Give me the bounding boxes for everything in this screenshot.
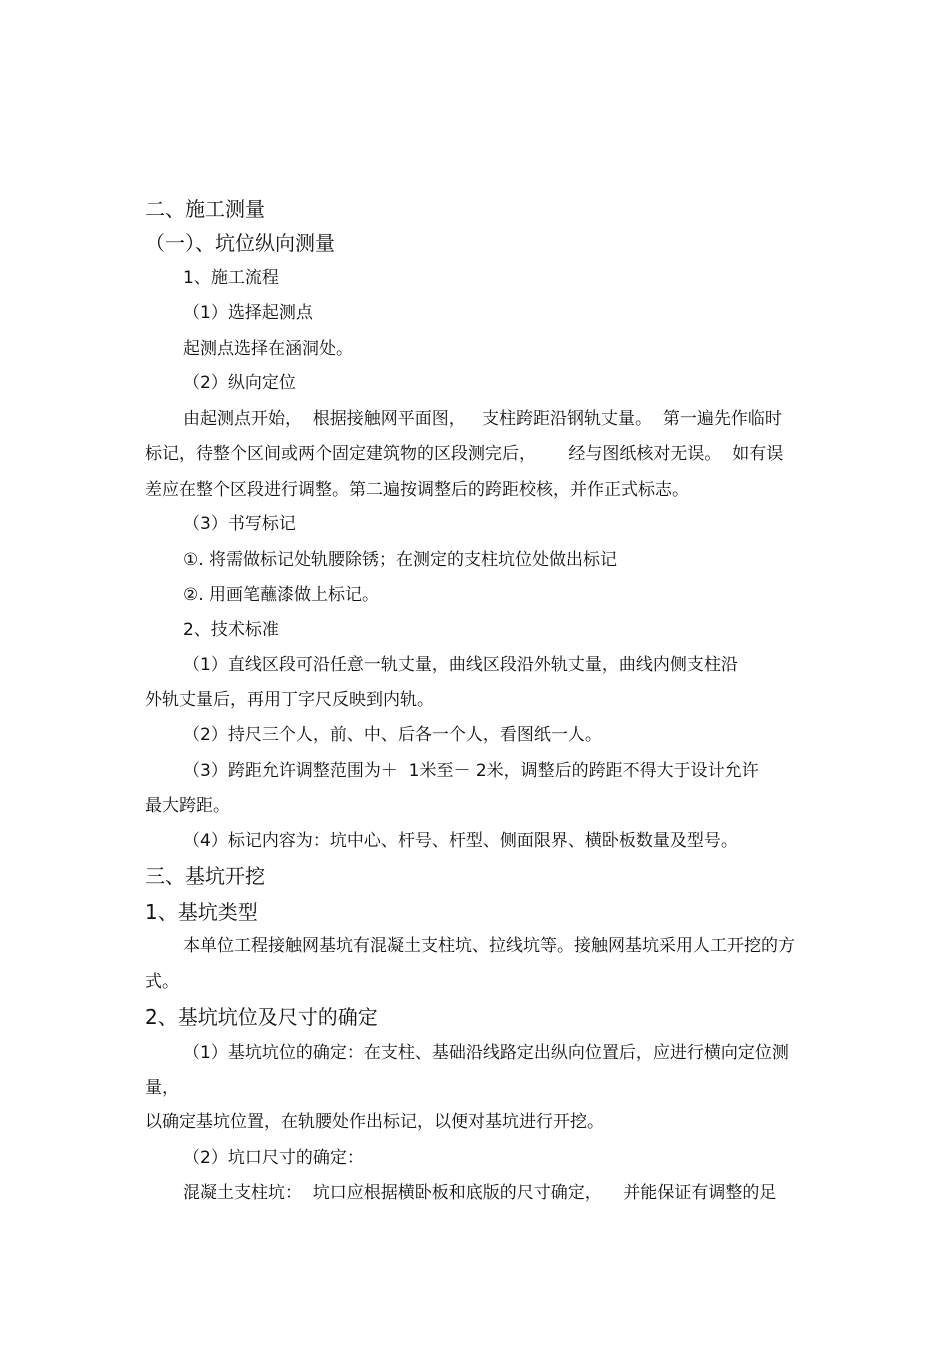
heading-pit-position-size: 2、基坑坑位及尺寸的确定	[145, 1005, 378, 1029]
paragraph-line: 外轨丈量后，再用丁字尺反映到内轨。	[145, 690, 434, 710]
item-write-marks: （3）书写标记	[183, 514, 296, 534]
paragraph-line: ①. 将需做标记处轨腰除锈；在测定的支柱坑位处做出标记	[183, 550, 618, 570]
paragraph-line: 本单位工程接触网基坑有混凝土支柱坑、拉线坑等。接触网基坑采用人工开挖的方	[183, 936, 795, 956]
heading-construction-process: 1、施工流程	[183, 268, 279, 288]
paragraph-line: 以确定基坑位置，在轨腰处作出标记，以便对基坑进行开挖。	[145, 1112, 604, 1132]
paragraph-line: （1）基坑坑位的确定：在支柱、基础沿线路定出纵向位置后，应进行横向定位测	[183, 1043, 789, 1063]
paragraph-line: （4）标记内容为：坑中心、杆号、杆型、侧面限界、横卧板数量及型号。	[183, 831, 738, 851]
section-heading-excavation: 三、基坑开挖	[145, 864, 265, 888]
subsection-heading-longitudinal-survey: （一）、坑位纵向测量	[145, 231, 335, 255]
paragraph-line: 式。	[145, 972, 179, 992]
item-pit-opening-size: （2）坑口尺寸的确定：	[183, 1148, 364, 1168]
heading-pit-types: 1、基坑类型	[145, 900, 258, 924]
paragraph-line: 起测点选择在涵洞处。	[183, 339, 353, 359]
paragraph-line: 量，	[145, 1078, 179, 1098]
paragraph-line: 混凝土支柱坑： 坑口应根据横卧板和底版的尺寸确定， 并能保证有调整的足	[183, 1183, 777, 1203]
item-longitudinal-positioning: （2）纵向定位	[183, 373, 296, 393]
paragraph-line: （2）持尺三个人，前、中、后各一个人，看图纸一人。	[183, 725, 602, 745]
paragraph-line: 由起测点开始， 根据接触网平面图， 支柱跨距沿钢轨丈量。 第一遍先作临时	[183, 409, 782, 429]
section-heading-construction-survey: 二、施工测量	[145, 197, 265, 221]
paragraph-line: 差应在整个区段进行调整。第二遍按调整后的跨距校核，并作正式标志。	[145, 480, 689, 500]
heading-technical-standards: 2、技术标准	[183, 620, 279, 640]
paragraph-line: 标记，待整个区间或两个固定建筑物的区段测完后， 经与图纸核对无误。 如有误	[145, 444, 784, 464]
paragraph-line: 最大跨距。	[145, 796, 230, 816]
item-select-start-point: （1）选择起测点	[183, 303, 313, 323]
paragraph-line: （1）直线区段可沿任意一轨丈量，曲线区段沿外轨丈量，曲线内侧支柱沿	[183, 655, 738, 675]
paragraph-line: ②. 用画笔蘸漆做上标记。	[183, 585, 380, 605]
paragraph-line: （3）跨距允许调整范围为＋ 1米至－ 2米，调整后的跨距不得大于设计允许	[183, 761, 759, 781]
